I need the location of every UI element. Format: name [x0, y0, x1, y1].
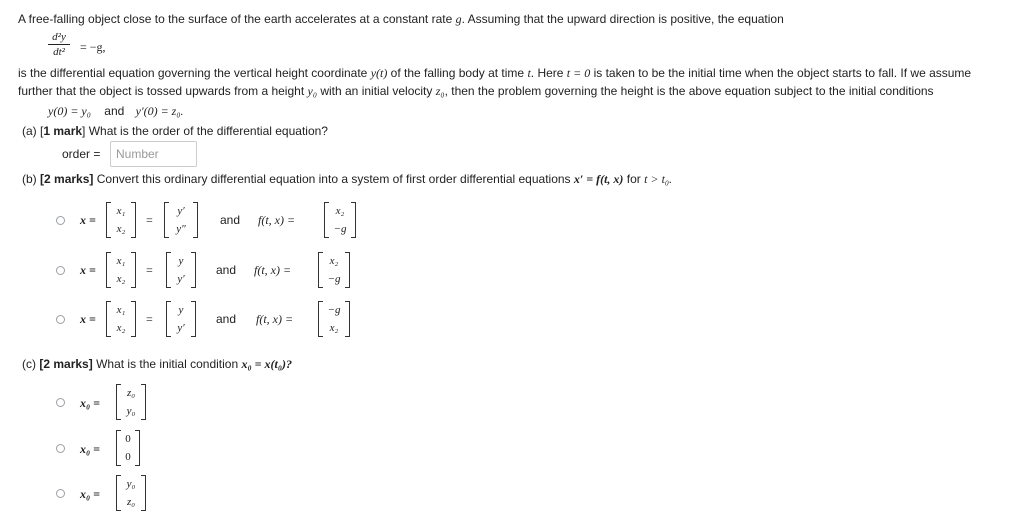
vec-entry: −g [327, 273, 341, 285]
initial-conditions [48, 104, 184, 119]
x0-vector [116, 384, 146, 420]
vec-entry: x₁ [116, 304, 126, 316]
vec-entry: y [178, 304, 184, 316]
and-text: and [220, 213, 241, 227]
ic-y0: y(0) = y₀ [48, 104, 91, 118]
intro-line-3 [18, 84, 934, 99]
vec-entry: y₀ [126, 478, 136, 490]
text: ] What is the order of the differential equation? [82, 124, 328, 138]
option-c2-radio[interactable] [56, 444, 65, 453]
vec-entry: x₁ [116, 255, 126, 267]
order-input[interactable]: Number [110, 141, 197, 167]
y-vector [166, 252, 196, 288]
var-z0: z₀ [435, 84, 445, 98]
x0-eq-label: x₀ = [80, 396, 101, 410]
text: further that the object is tossed upwards from a height [18, 84, 308, 98]
and-text: and [216, 263, 237, 277]
vec-entry: y′ [177, 205, 185, 217]
vec-entry: x₂ [116, 223, 126, 235]
f-label: f(t, x) = [258, 213, 296, 227]
text: for [626, 172, 641, 186]
equation-rhs: = −g, [80, 40, 106, 54]
option-c1-radio[interactable] [56, 398, 65, 407]
derivative-fraction [48, 31, 70, 58]
vec-entry: x₂ [335, 205, 345, 217]
part-a-marks: 1 mark [43, 124, 83, 138]
part-c-question [22, 357, 292, 372]
x0-eq-label: x₀ = [80, 487, 101, 501]
vec-entry: 0 [125, 433, 131, 445]
x-eq-label: x = [80, 263, 96, 277]
intro-line-1 [18, 12, 784, 27]
x0-vector [116, 475, 146, 511]
var-g: g [455, 12, 462, 26]
initial-condition-eq: x₀ = x(t₀)? [241, 357, 293, 371]
part-b-marks: [2 marks] [40, 172, 94, 186]
vec-entry: z₀ [126, 496, 136, 508]
option-b2-radio[interactable] [56, 266, 65, 275]
vec-entry: x₂ [329, 322, 339, 334]
vec-entry: y′ [177, 322, 185, 334]
fraction-denominator: dt² [53, 46, 65, 58]
f-label: f(t, x) = [256, 312, 294, 326]
text: is taken to be the initial time when the object starts to fall. If we assume [590, 66, 972, 80]
equals: = [146, 312, 153, 326]
f-vector [324, 202, 356, 238]
option-c3-radio[interactable] [56, 489, 65, 498]
text: (a) [ [22, 124, 44, 138]
option-b1-radio[interactable] [56, 216, 65, 225]
x0-eq-label: x₀ = [80, 442, 101, 456]
vec-entry: y [178, 255, 184, 267]
vec-entry: y₀ [126, 405, 136, 417]
f-vector [318, 252, 350, 288]
vec-entry: y′ [177, 273, 185, 285]
vec-entry: x₂ [329, 255, 339, 267]
part-a-question [22, 124, 328, 138]
equals: = [146, 213, 153, 227]
text: with an initial velocity [317, 84, 436, 98]
y-vector [166, 301, 196, 337]
text: Convert this ordinary differential equation into a system of first order differential equations [96, 172, 571, 186]
var-yt: y(t) [370, 66, 388, 80]
vec-entry: x₂ [116, 273, 126, 285]
equals: = [146, 263, 153, 277]
y-vector [164, 202, 198, 238]
x-eq-label: x = [80, 312, 96, 326]
vec-entry: 0 [125, 451, 131, 463]
var-t: t [527, 66, 531, 80]
vec-entry: −g [333, 223, 347, 235]
text: is the differential equation governing the vertical height coordinate [18, 66, 371, 80]
x-eq-label: x = [80, 213, 96, 227]
x-vector [106, 202, 136, 238]
x-vector [106, 252, 136, 288]
text: What is the initial condition [96, 357, 239, 371]
x0-vector [116, 430, 140, 466]
text: of the falling body at time [387, 66, 528, 80]
intro-text-tail: . Assuming that the upward direction is positive, the equation [461, 12, 784, 26]
vec-entry: z₀ [126, 387, 136, 399]
vec-entry: x₂ [116, 322, 126, 334]
intro-text: A free-falling object close to the surface of the earth accelerates at a constant rate [18, 12, 456, 26]
part-b-question [22, 172, 672, 187]
part-b-label: (b) [22, 172, 37, 186]
part-c-label: (c) [22, 357, 36, 371]
ic-z0: y′(0) = z₀. [135, 104, 184, 118]
text: . Here [530, 66, 567, 80]
option-b3-radio[interactable] [56, 315, 65, 324]
and-text: and [216, 312, 237, 326]
time-condition: t > t₀. [644, 172, 673, 186]
vec-entry: −g [327, 304, 341, 316]
order-label: order = [62, 147, 101, 161]
fraction-numerator: d²y [52, 31, 66, 43]
t-equals-0: t = 0 [566, 66, 591, 80]
f-label: f(t, x) = [254, 263, 292, 277]
text: , then the problem governing the height is the above equation subject to the initial conditions [444, 84, 934, 98]
vec-entry: y″ [176, 223, 186, 235]
x-vector [106, 301, 136, 337]
system-eq: x′ = f(t, x) [573, 172, 624, 186]
var-y0: y₀ [307, 84, 317, 98]
ic-and: and [104, 104, 125, 118]
part-c-marks: [2 marks] [39, 357, 93, 371]
vec-entry: x₁ [116, 205, 126, 217]
f-vector [318, 301, 350, 337]
intro-line-2 [18, 66, 971, 81]
